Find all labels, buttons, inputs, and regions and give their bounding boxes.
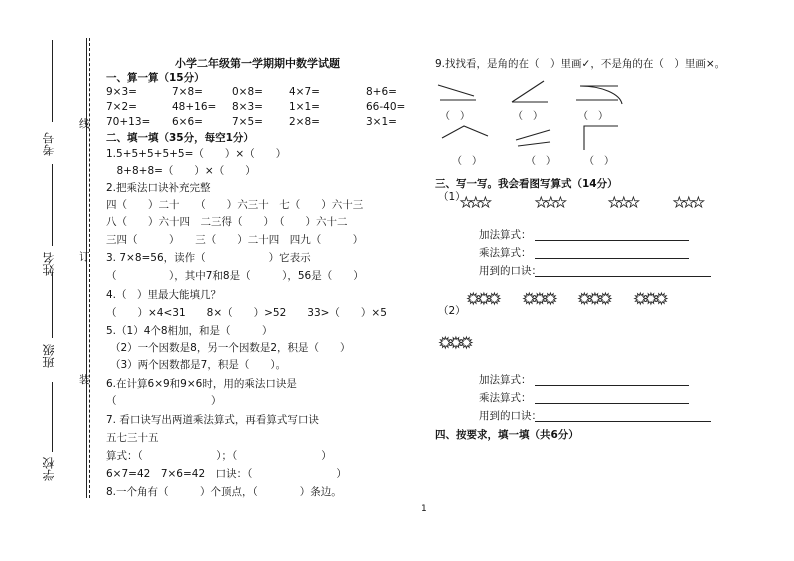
binding-dashed-line (89, 38, 90, 498)
exam-number-field[interactable] (52, 40, 53, 122)
calc-item[interactable]: 2×8= (289, 116, 320, 128)
binding-line (86, 38, 87, 498)
star-group-icon: ★★★ (608, 195, 637, 211)
calc-item[interactable]: 0×8= (232, 86, 263, 98)
calc-item[interactable]: 7×8= (172, 86, 203, 98)
q9-answer-6[interactable]: （ ） (584, 156, 614, 167)
sun-group-icon: ✹✹✹ (523, 290, 555, 308)
q8-line[interactable]: 8.一个角有（ ）个顶点，（ ）条边。 (106, 486, 342, 498)
q7-equations[interactable]: 算式：（ ）；（ ） (106, 450, 332, 462)
q2-row2[interactable]: 八（ ）六十四 二三得（ ） （ ）六十二 (106, 216, 348, 228)
q9-answer-3[interactable]: （ ） (578, 111, 608, 122)
q5-part1[interactable]: 5.（1）4个8相加，和是（ ） (106, 325, 273, 337)
q9-answer-4[interactable]: （ ） (452, 156, 482, 167)
part2-label: （2） (438, 305, 466, 317)
q3-line1[interactable]: 3. 7×8=56，读作（ ）它表示 (106, 252, 311, 264)
add-label-1: 加法算式： (479, 229, 532, 241)
q9-answer-5[interactable]: （ ） (526, 156, 556, 167)
star-group-icon: ★★★ (460, 195, 489, 211)
q9-answer-2[interactable]: （ ） (513, 111, 543, 122)
add-answer-line-2[interactable] (535, 385, 689, 386)
add-label-2: 加法算式： (479, 374, 532, 386)
q7-heading: 7. 看口诀写出两道乘法算式，再看算式写口诀 (106, 414, 319, 426)
rhyme-answer-line-1[interactable] (535, 276, 711, 277)
q7-rhyme: 五七三十五 (106, 432, 159, 444)
section4-heading: 四、按要求，填一填（共6分） (435, 429, 579, 441)
rhyme-label-1: 用到的口诀： (479, 265, 542, 277)
q5-part3[interactable]: （3）两个因数都是7，积是（ ）。 (110, 359, 287, 371)
page-title: 小学二年级第一学期期中数学试题 (175, 57, 340, 70)
q5-part2[interactable]: （2）一个因数是8，另一个因数是2，积是（ ） (110, 342, 351, 354)
q9-answer-1[interactable]: （ ） (440, 111, 470, 122)
q2-heading: 2.把乘法口诀补充完整 (106, 182, 211, 194)
calc-item[interactable]: 8×3= (232, 101, 263, 113)
mul-label-2: 乘法算式： (479, 392, 532, 404)
q2-row1[interactable]: 四（ ）二十 （ ）六三十 七（ ）六十三 (106, 199, 364, 211)
class-field[interactable] (52, 272, 53, 338)
mul-label-1: 乘法算式： (479, 247, 532, 259)
exam-number-label: 考号 (42, 132, 56, 156)
sun-group-icon: ✹✹✹ (634, 290, 666, 308)
shape-open-angle (516, 130, 550, 140)
q4-heading: 4.（ ）里最大能填几？ (106, 289, 222, 301)
calc-item[interactable]: 7×5= (232, 116, 263, 128)
q2-row3[interactable]: 三四（ ） 三（ ）二十四 四九（ ） (106, 234, 364, 246)
shape-angle-2 (442, 126, 488, 138)
page-number: 1 (421, 504, 427, 514)
calc-item[interactable]: 1×1= (289, 101, 320, 113)
calc-item[interactable]: 8+6= (366, 86, 397, 98)
binding-mark-xian: 线 (79, 118, 90, 130)
section1-heading: 一、算一算（15分） (106, 72, 205, 84)
school-field[interactable] (52, 382, 53, 452)
shape-ray-pair (438, 85, 474, 96)
q4-row[interactable]: （ ）×4<31 8×（ ）>52 33>（ ）×5 (106, 307, 387, 319)
name-field[interactable] (52, 164, 53, 246)
calc-item[interactable]: 9×3= (106, 86, 137, 98)
q9-prompt: 9.找找看，是角的在（ ）里画✓，不是角的在（ ）里画×。 (435, 58, 726, 70)
calc-item[interactable]: 66-40= (366, 101, 406, 113)
binding-mark-zhuang: 装 (79, 374, 90, 386)
star-group-icon: ★★★ (535, 195, 564, 211)
rhyme-label-2: 用到的口诀： (479, 410, 542, 422)
q6-line2[interactable]: （ ） (106, 395, 222, 407)
calc-item[interactable]: 6×6= (172, 116, 203, 128)
sun-group-icon: ✹✹✹ (439, 334, 471, 352)
shape-right-angle (584, 126, 618, 150)
shape-angle-1 (512, 81, 544, 102)
q1-line1[interactable]: 1.5+5+5+5+5=（ ）×（ ） (106, 148, 287, 160)
rhyme-answer-line-2[interactable] (535, 421, 711, 422)
calc-item[interactable]: 48+16= (172, 101, 217, 113)
section2-heading: 二、填一填（35分，每空1分） (106, 132, 254, 144)
sun-group-icon: ✹✹✹ (578, 290, 610, 308)
q1-line2[interactable]: 8+8+8=（ ）×（ ） (106, 165, 256, 177)
star-group-icon: ★★★ (673, 195, 702, 211)
school-label: 学校 (42, 457, 56, 481)
sun-group-icon: ✹✹✹ (467, 290, 499, 308)
name-label: 姓名 (42, 252, 56, 276)
calc-item[interactable]: 3×1= (366, 116, 397, 128)
calc-item[interactable]: 70+13= (106, 116, 151, 128)
mul-answer-line-2[interactable] (535, 403, 689, 404)
add-answer-line-1[interactable] (535, 240, 689, 241)
calc-item[interactable]: 4×7= (289, 86, 320, 98)
q3-line2[interactable]: （ ），其中7和8是（ ），56是（ ） (106, 270, 364, 282)
section3-heading: 三、写一写。我会看图写算式（14分） (435, 178, 618, 190)
part1-label: （1） (438, 191, 466, 203)
class-label: 班级 (42, 344, 56, 368)
mul-answer-line-1[interactable] (535, 258, 689, 259)
q6-line1: 6.在计算6×9和9×6时，用的乘法口诀是 (106, 378, 297, 390)
q7-rhyme-fill[interactable]: 6×7=42 7×6=42 口诀：（ ） (106, 468, 347, 480)
binding-mark-ding: 订 (79, 251, 90, 263)
calc-item[interactable]: 7×2= (106, 101, 137, 113)
